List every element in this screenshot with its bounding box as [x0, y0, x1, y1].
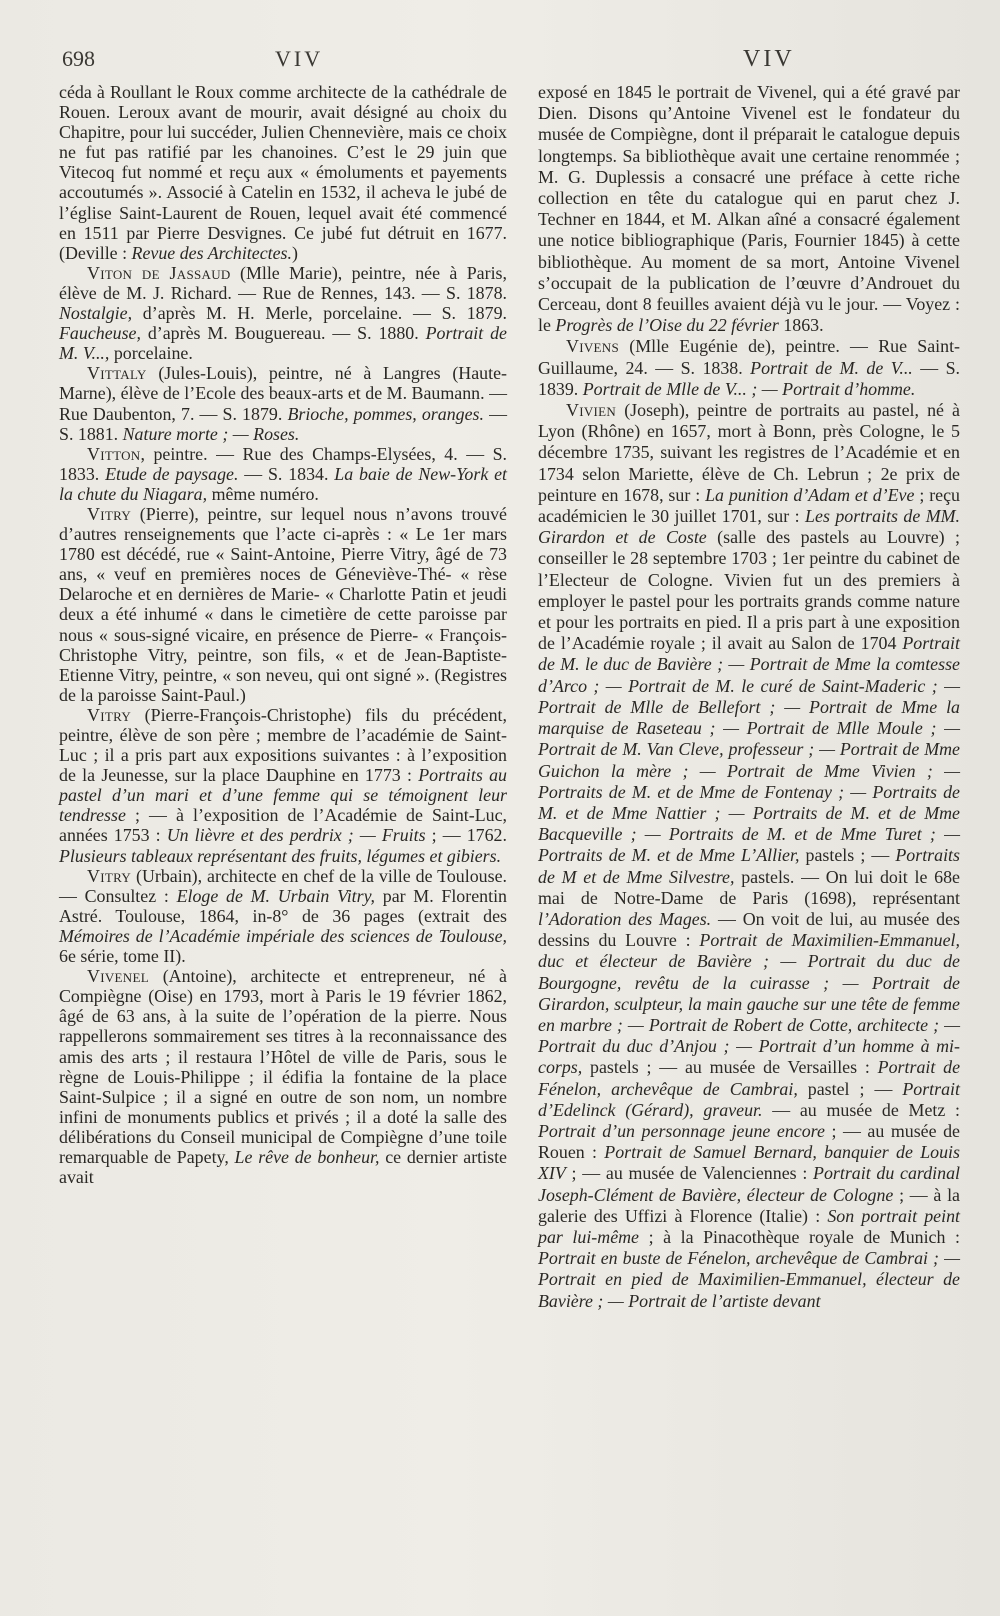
italic-title: Portrait de Samuel Bernard, banquier de Louis XIV	[538, 1142, 960, 1184]
entry-text: ; — à la galerie des Uffizi à Florence (Italie) :	[538, 1184, 960, 1226]
entry-text: ; — au musée de Rouen :	[538, 1120, 960, 1163]
entry-text: — S. 1839.	[538, 357, 960, 399]
entry-text: (Pierre), peintre, sur lequel nous n’avons trouvé d’autres renseignements que l’acte ci-après : « Le 1er mars 1780 est décédé, rue « Saint-Antoine, Pierre Vitry, âgé de 73 ans, « veuf en premières noces de Géneviève-Thé- « rèse Delaroche et en dernières de Marie- « Charlotte Patin et jeudi deux a été inhumé « dans le cimetière de cette paroisse par nous « sous-signé vicaire, en présence de Pierre- « François-Christophe Vitry, peintre, son fils, « et de Jean-Baptiste-Etienne Vitry, peintre, « son neveu, qui ont signé ». (Registres de la paroisse Saint-Paul.)	[59, 503, 507, 705]
entry-headword: Viton de Jassaud	[87, 262, 231, 283]
italic-title: Portrait de Maximilien-Emmanuel, duc et électeur de Bavière ; — Portrait du duc de Bourgogne, revêtu de la cuirasse ; — Portrait de Girardon, sculpteur, la main gauche sur une tête de femme en marbre ; — Portrait de Robert de Cotte, architecte ; — Portrait du duc d’Anjou ; — Portrait d’un homme à mi-corps,	[538, 930, 960, 1078]
entry-text: par M. Florentin Astré. Toulouse, 1864, in-8° de 36 pages (extrait des	[59, 885, 507, 926]
italic-title: La punition d’Adam et d’Eve	[705, 484, 915, 505]
entry-text: ce dernier artiste avait	[59, 1146, 507, 1188]
running-head-left: VIV	[275, 46, 324, 71]
entry-text: ; reçu académicien le 30 juillet 1701, sur :	[538, 484, 960, 527]
entry-text: ; — à l’exposition de l’Académie de Saint-Luc, années 1753 :	[59, 805, 507, 846]
entry-text: pastel ; —	[797, 1078, 903, 1099]
entry-text: d’après M. H. Merle, porcelaine. — S. 1879.	[132, 303, 507, 324]
entry-text: — S. 1881.	[59, 403, 507, 444]
italic-title: Son portrait peint par lui-même	[538, 1205, 961, 1247]
right-column	[538, 82, 960, 1312]
italic-title: Portraits de M et de Mme Silvestre,	[538, 845, 960, 887]
entry-text: — S. 1834.	[238, 463, 335, 484]
italic-title: La baie de New-York et la chute du Niagara,	[59, 463, 507, 504]
entry-text: )	[292, 242, 298, 263]
italic-title: Portrait du cardinal Joseph-Clément de Bavière, électeur de Cologne	[538, 1163, 960, 1205]
entry-text: (Urbain), architecte en chef de la ville de Toulouse. — Consultez :	[59, 865, 507, 906]
italic-title: Brioche, pommes, oranges.	[287, 403, 484, 424]
entry-headword: Vittaly	[87, 363, 147, 384]
italic-title: Etude de paysage.	[105, 463, 239, 484]
entry-text: , peintre. — Rue des Champs-Elysées, 4. — S. 1833.	[59, 443, 507, 484]
entry-text: ; — 1762.	[425, 825, 507, 846]
entry-text: — au musée de Metz :	[762, 1099, 961, 1120]
entry-text: porcelaine.	[109, 343, 193, 364]
entry-headword: Vitry	[87, 503, 132, 524]
italic-title: Portrait de M. le duc de Bavière ; — Portrait de Mme la comtesse d’Arco ; — Portrait de M. le curé de Saint-Maderic ; — Portrait de Mlle de Bellefort ; — Portrait de Mme la marquise de Raseteau ; — Portrait de Mlle Moule ; — Portrait de M. Van Cleve, professeur ; — Portrait de Mme Guichon la mère ; — Portrait de Mme Vivien ; — Portraits de M. et de Mme de Fontenay ; — Portraits de M. et de Mme Nattier ; — Portraits de M. et de Mme Bacqueville ; — Portraits de M. et de Mme Turet ; — Portraits de M. et de Mme L’Allier,	[538, 633, 960, 866]
entry-headword: Vivien	[566, 400, 617, 421]
italic-title: Portrait de Mlle de V... ; — Portrait d’homme.	[582, 378, 916, 399]
left-entry	[59, 363, 507, 443]
italic-title: Le rêve de bonheur,	[234, 1146, 380, 1167]
running-head-right: VIV	[743, 46, 795, 72]
entry-headword: Vitry	[87, 865, 132, 886]
italic-title: Portraits au pastel d’un mari et d’une femme qui se témoignent leur tendresse	[59, 765, 507, 826]
left-entry	[59, 504, 507, 705]
entry-text: pastels ; — au musée de Versailles :	[582, 1057, 878, 1078]
entry-text: 6e série, tome II).	[59, 946, 186, 967]
entry-text: d’après M. Bouguereau. — S. 1880.	[140, 323, 426, 344]
italic-title: Un lièvre et des perdrix ; — Fruits	[166, 825, 426, 846]
italic-title: Portrait de Fénelon, archevêque de Cambrai,	[538, 1057, 961, 1099]
entry-headword: Vivenel	[87, 966, 149, 987]
left-continued-paragraph	[59, 82, 507, 263]
italic-title: Mémoires de l’Académie impériale des sciences de Toulouse,	[59, 925, 507, 946]
italic-title: Nature morte ; — Roses.	[122, 423, 300, 444]
entry-text: céda à Roullant le Roux comme architecte de la cathédrale de Rouen. Leroux avant de mourir, avait désigné au choix du Chapitre, pour lui succéder, Julien Chennevière, mais ce choix ne fut pas ratifié par les chanoines. C’est le 29 juin que Vitecoq fut nommé et reçu aux « émoluments et payements accoutumés ». Associé à Catelin en 1532, il acheva le jubé de l’église Saint-Laurent de Rouen, lequel avait été commencé en 1511 par Pierre Desvignes. Ce jubé fut détruit en 1677. (Deville :	[59, 82, 507, 263]
right-entry	[538, 400, 960, 1312]
entry-text: ; — au musée de Valenciennes :	[565, 1163, 814, 1184]
italic-title: Plusieurs tableaux représentant des fruits, légumes et gibiers.	[59, 845, 502, 866]
entry-headword: Vitry	[87, 704, 132, 725]
italic-title: Revue des Architectes.	[131, 242, 292, 263]
entry-text: — On voit de lui, au musée des dessins du Louvre :	[538, 908, 960, 951]
left-entry	[59, 966, 507, 1187]
entry-text: même numéro.	[207, 483, 319, 504]
left-entry	[59, 263, 507, 363]
left-column	[59, 82, 507, 1187]
italic-title: Portrait de M. de V...	[750, 357, 913, 378]
right-continued-paragraph	[538, 82, 960, 336]
italic-title: Portrait en buste de Fénelon, archevêque de Cambrai ; — Portrait en pied de Maximilien-Emmanuel, électeur de Bavière ; — Portrait de l’artiste devant	[538, 1248, 960, 1311]
entry-text: (salle des pastels au Louvre) ; conseiller le 28 septembre 1703 ; 1er peintre du cabinet de l’Electeur de Cologne. Vivien fut un des premiers à employer le pastel pour les portraits grands comme nature et pour les portraits en pied. Il a pris part à une exposition de l’Académie royale ; il avait au Salon de 1704	[538, 527, 960, 654]
entry-text: (Mlle Eugénie de), peintre. — Rue Saint-Guillaume, 24. — S. 1838.	[538, 336, 960, 378]
right-entry	[538, 336, 960, 400]
left-entry	[59, 444, 507, 504]
italic-title: Faucheuse,	[59, 323, 141, 344]
italic-title: Eloge de M. Urbain Vitry,	[176, 885, 376, 906]
entry-text: (Jules-Louis), peintre, né à Langres (Haute-Marne), élève de l’Ecole des beaux-arts et de M. Baumann. — Rue Daubenton, 7. — S. 1879.	[59, 363, 507, 424]
italic-title: Portrait d’un personnage jeune encore	[538, 1120, 825, 1141]
italic-title: Portrait de M. V...,	[59, 323, 507, 364]
italic-title: l’Adoration des Mages.	[538, 908, 712, 929]
left-entry	[59, 705, 507, 866]
entry-text: (Antoine), architecte et entrepreneur, né à Compiègne (Oise) en 1793, mort à Paris le 19 février 1862, âgé de 63 ans, à la suite de l’opération de la pierre. Nous rappellerons sommairement ses titres à la reconnaissance des amis des arts ; il restaura l’Hôtel de ville de Paris, sous le règne de Louis-Philippe ; il édifia la fontaine de la place Saint-Sulpice ; il a signé en outre de son nom, un nombre infini de monuments publics et privés ; il a doté la salle des délibérations du Conseil municipal de Compiègne d’une toile remarquable de Papety,	[59, 966, 507, 1167]
italic-title: Portrait d’Edelinck (Gérard), graveur.	[538, 1078, 960, 1120]
entry-text: (Pierre-François-Christophe) fils du précédent, peintre, élève de son père ; membre de l’académie de Saint-Luc ; il a pris part aux expositions suivantes : à l’exposition de la Jeunesse, sur la place Dauphine en 1773 :	[59, 704, 507, 786]
page-number: 698	[62, 46, 95, 71]
italic-title: Nostalgie,	[59, 303, 133, 324]
entry-text: (Mlle Marie), peintre, née à Paris, élève de M. J. Richard. — Rue de Rennes, 143. — S. 1878.	[59, 262, 507, 303]
page-header	[0, 36, 1000, 76]
entry-text: pastels ; —	[799, 845, 896, 866]
entry-text: ; à la Pinacothèque royale de Munich :	[639, 1226, 960, 1247]
entry-headword: Vitton	[87, 443, 141, 464]
italic-title: Les portraits de MM. Girardon et de Coste	[538, 506, 960, 548]
italic-title: Progrès de l’Oise du 22 février	[555, 315, 779, 336]
entry-text: pastels. — On lui doit le 68e mai de Notre-Dame de Paris (1698), représentant	[538, 866, 960, 908]
left-entry	[59, 866, 507, 966]
entry-text: 1863.	[778, 315, 824, 336]
entry-text: (Joseph), peintre de portraits au pastel, né à Lyon (Rhône) en 1657, mort à Bonn, près Cologne, le 5 décembre 1735, suivant les registres de l’Académie et en 1734 selon Mariette, élève de Ch. Lebrun ; 2e prix de peinture en 1678, sur :	[538, 400, 960, 505]
entry-headword: Vivens	[566, 336, 619, 357]
entry-text: exposé en 1845 le portrait de Vivenel, qui a été gravé par Dien. Disons qu’Antoine Vivenel est le fondateur du musée de Compiègne, dont il préparait le catalogue depuis longtemps. Sa bibliothèque avait une certaine renommée ; M. G. Duplessis a consacré une préface à cette riche collection en tête du catalogue qui en parut chez J. Techner en 1844, et M. Alkan aîné a consacré également une notice bibliographique (Paris, Fournier 1845) à cette bibliothèque. Au moment de sa mort, Antoine Vivenel s’occupait de la publication de l’œuvre d’Androuet du Cerceau, dont 8 feuilles avaient déjà vu le jour. — Voyez : le	[538, 82, 960, 336]
